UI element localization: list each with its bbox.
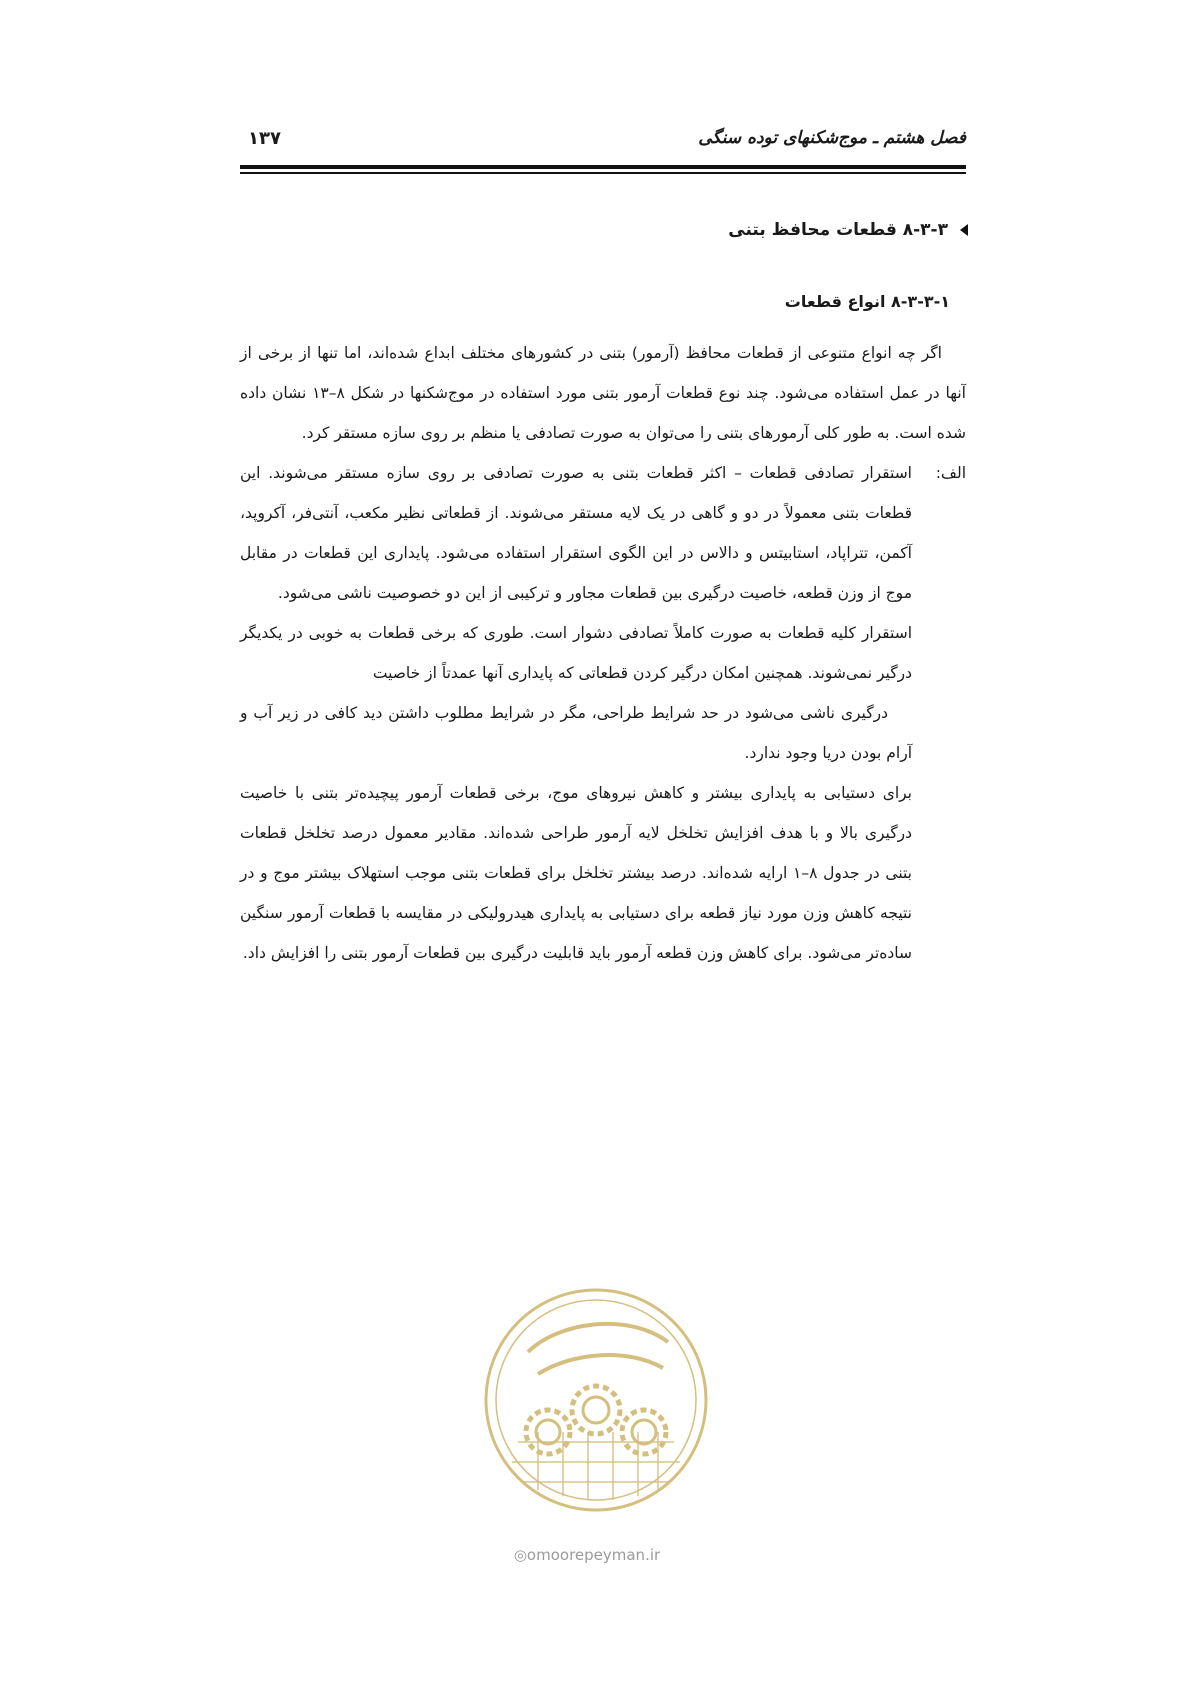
section-heading [728, 220, 968, 240]
header-rule-thin [240, 172, 966, 174]
header-rule-thick [240, 165, 966, 169]
page-number: ۱۳۷ [248, 128, 281, 149]
paragraph-random-placement-a: استقرار کلیه قطعات به صورت کاملاً تصادفی دشوار است. طوری که برخی قطعات به خوبی در یکدیگر درگیر نمی‌شوند. همچنین امکان درگیر کردن قطعاتی که پایداری آنها عمدتاً از خاصیت [240, 624, 912, 682]
watermark-url [487, 1546, 687, 1564]
paragraph-random-placement-b: درگیری ناشی می‌شود در حد شرایط طراحی، مگر در شرایط مطلوب داشتن دید کافی در زیر آب و آرام بودن دریا وجود ندارد. [240, 704, 912, 762]
item-label-alef: الف: [935, 464, 966, 482]
body-text [240, 333, 966, 973]
item-text-alef: استقرار تصادفی قطعات – اکثر قطعات بتنی به صورت تصادفی بر روی سازه مستقر می‌شوند. این قطعات بتنی معمولاً در دو و گاهی در یک لایه مستقر می‌شوند. از قطعاتی نظیر مکعب، آنتی‌فر، آکروپد، آکمن، تتراپاد، استابیتس و دالاس در این الگوی استقرار استفاده می‌شود. پایداری این قطعات در مقابل موج از وزن قطعه، خاصیت درگیری بین قطعات مجاور و ترکیبی از این دو خصوصیت ناشی می‌شود. [240, 464, 912, 602]
globe-icon: ◎ [513, 1546, 527, 1564]
watermark-seal-icon [486, 1290, 706, 1510]
subsection-heading: ۸-۳-۳-۱ انواع قطعات [784, 292, 950, 311]
chapter-title: فصل هشتم ـ موج‌شکنهای توده سنگی [698, 128, 966, 148]
paragraph-item-alef [240, 453, 966, 613]
watermark-url-text: omoorepeyman.ir [526, 1546, 661, 1564]
section-heading-text: ۸-۳-۳ قطعات محافظ بتنی [728, 220, 948, 240]
triangle-bullet-icon [960, 224, 968, 236]
running-header [240, 128, 966, 162]
watermark-logo [478, 1282, 714, 1518]
paragraph-intro: اگر چه انواع متنوعی از قطعات محافظ (آرمور) بتنی در کشورهای مختلف ابداع شده‌اند، اما تنها از برخی از آنها در عمل استفاده می‌شود. چند نوع قطعات آرمور بتنی مورد استفاده در موج‌شکنها در شکل ۸–۱۳ نشان داده شده است. به طور کلی آرمورهای بتنی را می‌توان به صورت تصادفی یا منظم بر روی سازه مستقر کرد. [240, 344, 966, 442]
paragraph-porosity: برای دستیابی به پایداری بیشتر و کاهش نیروهای موج، برخی قطعات آرمور پیچیده‌تر بتنی با خاصیت درگیری بالا و با هدف افزایش تخلخل لایه آرمور طراحی شده‌اند. مقادیر معمول درصد تخلخل قطعات بتنی در جدول ۸–۱ ارایه شده‌اند. درصد بیشتر تخلخل برای قطعات بتنی موجب استهلاک بیشتر موج و در نتیجه کاهش وزن مورد نیاز قطعه برای دستیابی به پایداری هیدرولیکی در مقایسه با قطعات آرمور سنگین ساده‌تر می‌شود. برای کاهش وزن قطعه آرمور باید قابلیت درگیری بین قطعات آرمور بتنی را افزایش داد. [240, 784, 912, 962]
